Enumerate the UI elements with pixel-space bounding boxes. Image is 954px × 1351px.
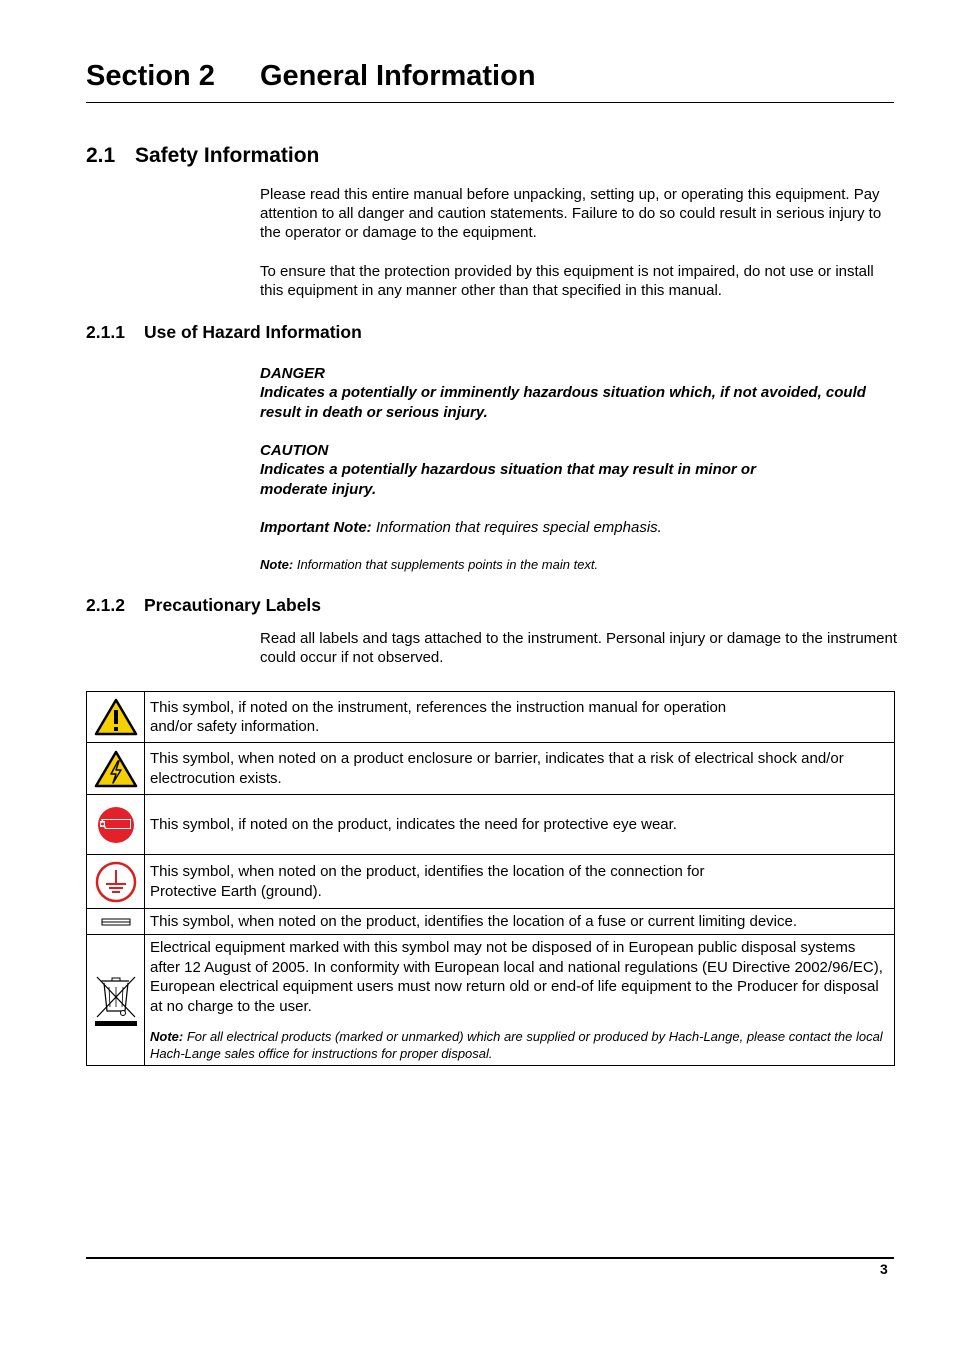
fuse-icon	[87, 917, 144, 927]
footer-rule	[86, 1257, 894, 1259]
table-row	[87, 935, 895, 1066]
label-description	[145, 935, 895, 1066]
label-text-line: This symbol, if noted on the instrument, references the instruction manual for operation	[150, 698, 727, 716]
table-row	[87, 855, 895, 909]
section-rule	[86, 102, 894, 103]
weee-note-label: Note:	[150, 1029, 184, 1045]
icon-cell	[87, 909, 145, 935]
safety-number: 2.1	[86, 144, 116, 167]
safety-paragraph-2: To ensure that the protection provided by this equipment is not impaired, do not use or install this equipment in any manner other than that specified in this manual.	[260, 263, 874, 300]
safety-paragraph-1: Please read this entire manual before unpacking, setting up, or operating this equipment. Pay attention to all danger and caution statements. Failure to do so could result in serious injury to the operator or damage to the equipment.	[260, 186, 882, 242]
label-description: This symbol, when noted on the product, identifies the location of a fuse or current limiting device.	[145, 909, 895, 935]
label-description: This symbol, when noted on a product enclosure or barrier, indicates that a risk of electrical shock and/or electrocution exists.	[145, 743, 895, 795]
label-text-line: This symbol, when noted on the product, identifies the location of the connection for	[150, 863, 705, 881]
electrical-shock-icon	[87, 750, 144, 788]
label-description	[145, 692, 895, 743]
table-row	[87, 795, 895, 855]
label-text-line: Protective Earth (ground).	[150, 882, 322, 900]
danger-text: Indicates a potentially or imminently hazardous situation which, if not avoided, could result in death or serious injury.	[260, 384, 866, 421]
danger-label: DANGER	[260, 365, 326, 382]
important-text: Information that requires special emphasis.	[371, 519, 662, 536]
label-description: This symbol, if noted on the product, indicates the need for protective eye wear.	[145, 795, 895, 855]
precaution-intro: Read all labels and tags attached to the instrument. Personal injury or damage to the instrument could occur if not observed.	[260, 630, 898, 667]
weee-text: Electrical equipment marked with this symbol may not be disposed of in European public disposal systems after 12 August of 2005. In conformity with European local and national regulations (EU Directive 2002/96/EC), European electrical equipment users must now return old or end-of life equipment to the Producer for disposal at no charge to the user.	[150, 939, 883, 1015]
label-text-line: and/or safety information.	[150, 718, 320, 735]
hazard-number: 2.1.1	[86, 322, 125, 342]
table-row	[87, 743, 895, 795]
precaution-number: 2.1.2	[86, 595, 125, 615]
eye-protection-icon	[87, 803, 144, 847]
section-number: Section 2	[86, 60, 215, 92]
note-label: Note:	[260, 557, 294, 572]
note	[260, 555, 900, 574]
table-row	[87, 692, 895, 743]
icon-cell	[87, 935, 145, 1066]
label-description	[145, 855, 895, 909]
icon-cell	[87, 743, 145, 795]
note-text: Information that supplements points in the main text.	[293, 557, 599, 572]
warning-triangle-icon	[87, 698, 144, 736]
precaution-title: Precautionary Labels	[144, 595, 322, 615]
weee-note	[150, 1028, 886, 1062]
table-row	[87, 909, 895, 935]
safety-title: Safety Information	[135, 144, 320, 167]
icon-cell	[87, 795, 145, 855]
precaution-heading	[86, 595, 321, 616]
page-number: 3	[880, 1261, 888, 1277]
precaution-labels-table	[86, 691, 895, 1066]
safety-heading	[86, 144, 319, 168]
weee-note-text: For all electrical products (marked or unmarked) which are supplied or produced by Hach-Lange, please contact the local Hach-Lange sales office for instructions for proper disposal.	[150, 1029, 883, 1062]
important-note	[260, 518, 900, 537]
icon-cell	[87, 692, 145, 743]
section-title	[86, 60, 536, 93]
important-label: Important Note:	[260, 519, 372, 536]
hazard-title: Use of Hazard Information	[144, 322, 362, 342]
weee-bin-icon	[87, 973, 144, 1027]
caution-text: Indicates a potentially hazardous situation that may result in minor or moderate injury.	[260, 461, 756, 498]
section-name: General Information	[260, 60, 536, 92]
icon-cell	[87, 855, 145, 909]
hazard-heading	[86, 322, 362, 343]
caution-label: CAUTION	[260, 442, 329, 459]
protective-earth-icon	[87, 860, 144, 904]
